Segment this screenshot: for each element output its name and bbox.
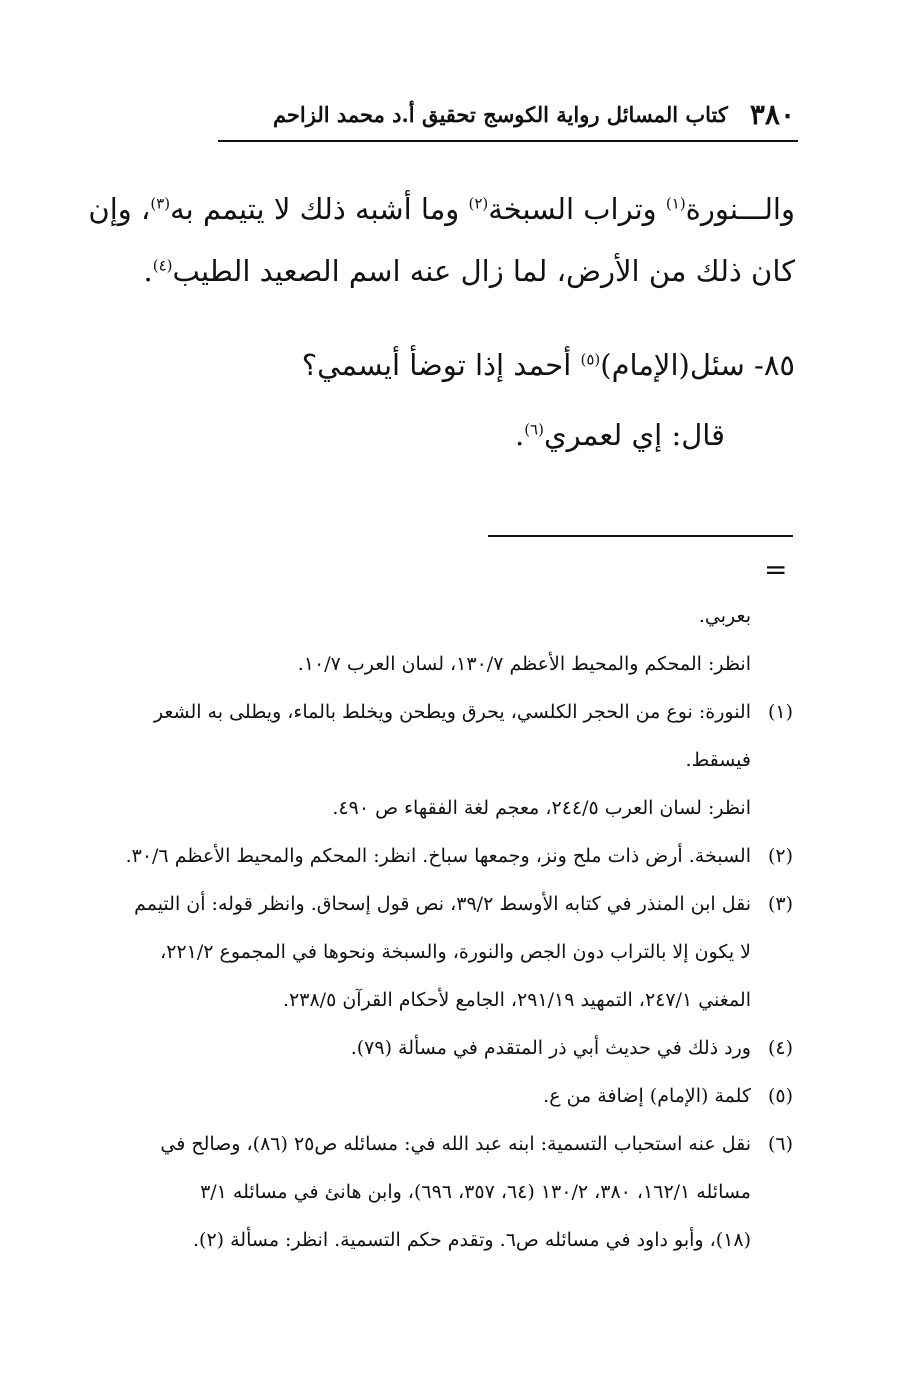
question-85: ٨٥- سئل(الإمام)$^{(٥)}$ أحمد إذا توضأ أيسمي؟: [301, 348, 795, 382]
footnote-ref: (٢): [468, 194, 489, 213]
footnote-ref: (١): [665, 194, 686, 213]
paragraph-line: كان ذلك من الأرض، لما زال عنه اسم الصعيد الطيب$^{(٤)}$.: [143, 254, 795, 288]
continuation-mark: =: [764, 553, 788, 586]
footnote-4: (٤)ورد ذلك في حديث أبي ذر المتقدم في مسألة (٧٩).: [350, 1037, 793, 1059]
footnote-line: بعربي.: [698, 605, 751, 627]
page-header: [220, 92, 795, 136]
footnote-3: (٣)نقل ابن المنذر في كتابه الأوسط ٣٩/٢، نص قول إسحاق. وانظر قوله: أن التيمم: [134, 893, 793, 915]
running-title: كتاب المسائل رواية الكوسج تحقيق أ.د محمد الزاحم: [272, 101, 728, 127]
footnote-line: لا يكون إلا بالتراب دون الجص والنورة، والسبخة ونحوها في المجموع ٢٢١/٢،: [160, 941, 751, 963]
footnote-ref: (٦): [524, 420, 544, 439]
footnote-line: انظر: المحكم والمحيط الأعظم ١٣٠/٧، لسان العرب ١٠/٧.: [297, 653, 751, 675]
footnote-line: (١٨)، وأبو داود في مسائله ص٦. وتقدم حكم التسمية. انظر: مسألة (٢).: [193, 1229, 751, 1251]
main-text: [78, 178, 795, 302]
answer-85: قال: إي لعمري$^{(٦)}$.: [514, 418, 725, 452]
footnote-line: فيسقط.: [685, 749, 751, 771]
footnote-6: (٦)نقل عنه استحباب التسمية: ابنه عبد الله في: مسائله ص٢٥ (٨٦)، وصالح في: [160, 1133, 793, 1155]
footnote-2: (٢)السبخة. أرض ذات ملح ونز، وجمعها سباخ. انظر: المحكم والمحيط الأعظم ٣٠/٦.: [125, 845, 793, 867]
footnote-line: المغني ٢٤٧/١، التمهيد ٢٩١/١٩، الجامع لأحكام القرآن ٢٣٨/٥.: [283, 989, 751, 1011]
footnotes: [78, 592, 793, 1264]
footnote-line: مسائله ١٦٢/١، ٣٨٠، ١٣٠/٢ (٦٤، ٣٥٧، ٦٩٦)، وابن هانئ في مسائله ٣/١: [200, 1181, 751, 1203]
footnote-1: (١)النورة: نوع من الحجر الكلسي، يحرق ويطحن ويخلط بالماء، ويطلى به الشعر: [153, 701, 793, 723]
footnote-ref: (٤): [152, 256, 173, 275]
footnote-ref: (٣): [150, 194, 171, 213]
paragraph-line: والـــنورة$^{(١)}$ وتراب السبخة$^{(٢)}$ وما أشبه ذلك لا يتيمم به$^{(٣)}$، وإن: [88, 192, 795, 226]
footnote-line: انظر: لسان العرب ٢٤٤/٥، معجم لغة الفقهاء ص ٤٩٠.: [332, 797, 751, 819]
footnote-ref: (٥): [580, 350, 601, 369]
footnote-5: (٥)كلمة (الإمام) إضافة من ع.: [543, 1085, 793, 1107]
header-rule: [218, 140, 798, 142]
page-number: ٣٨٠: [749, 97, 795, 131]
footnote-separator: [488, 535, 793, 537]
